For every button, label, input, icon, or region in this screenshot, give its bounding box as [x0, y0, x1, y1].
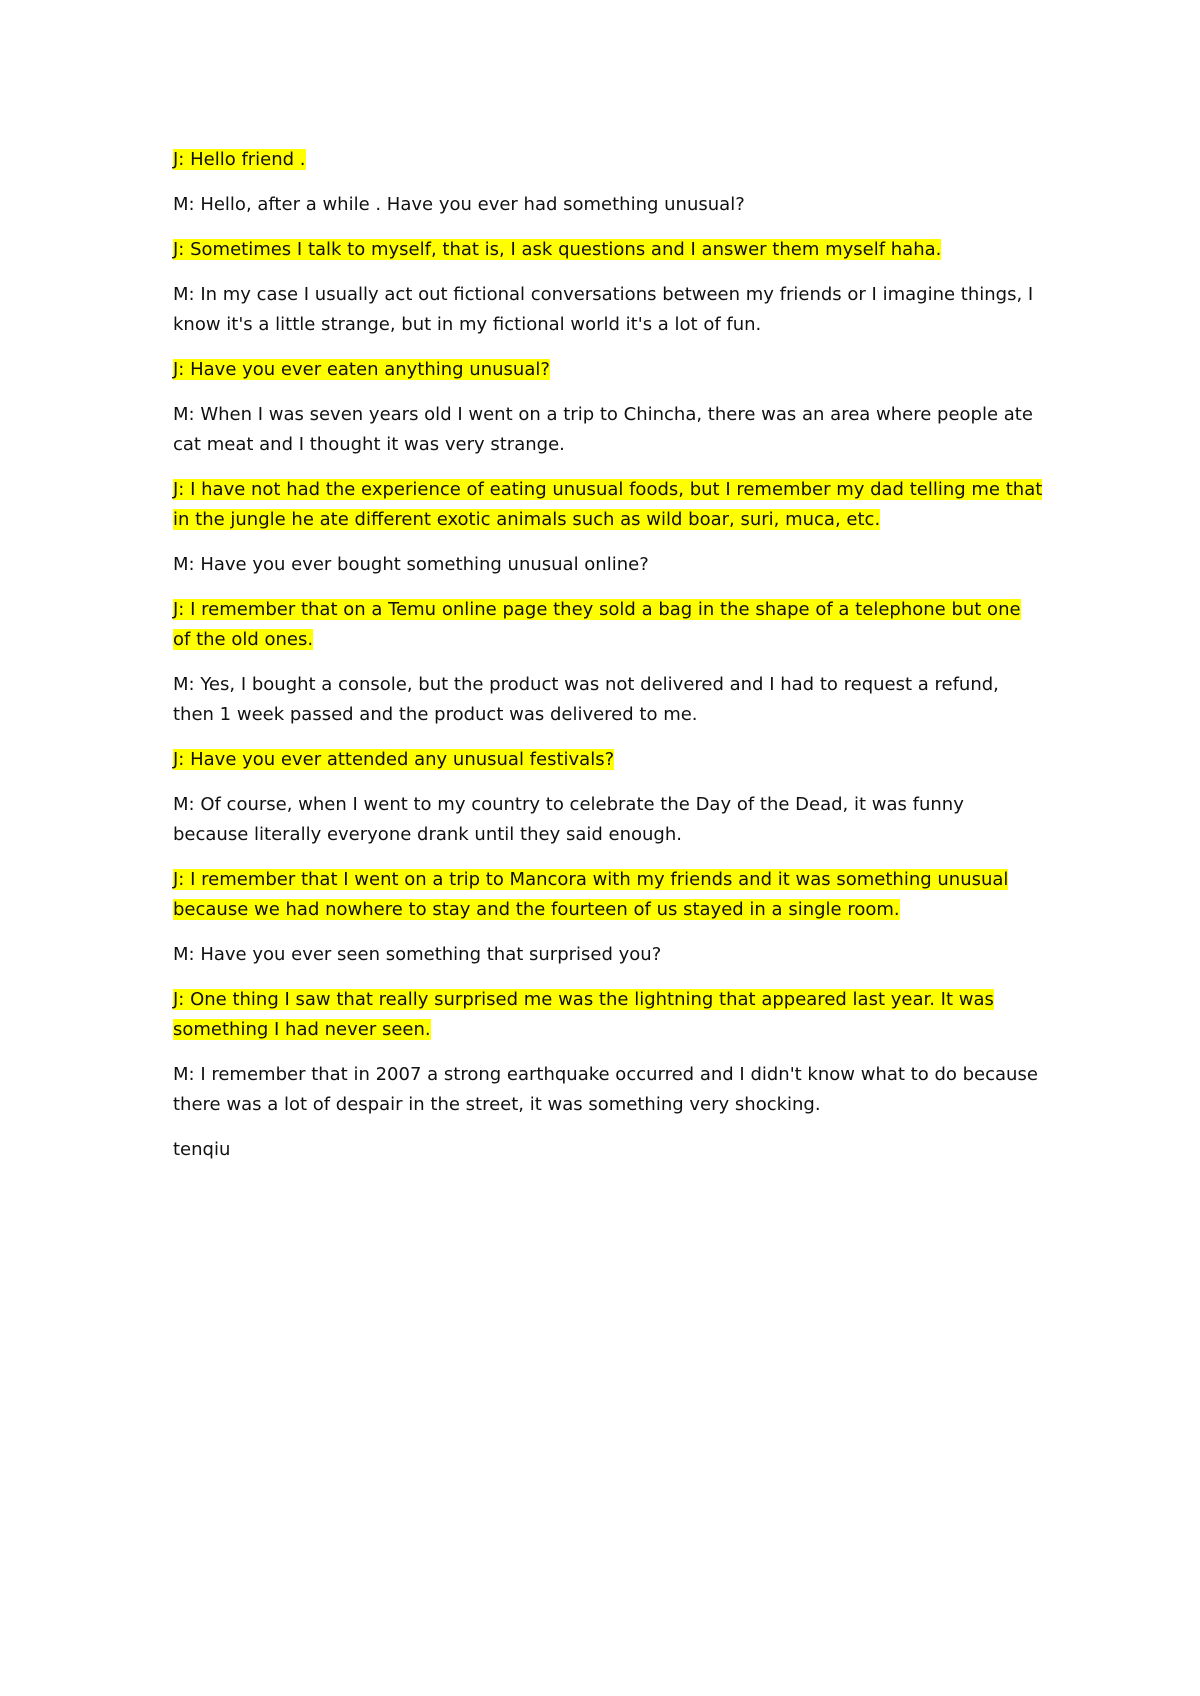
line-7-text: J: I have not had the experience of eating unusual foods, but I remember my dad telling me that in the jungle he ate different exotic animals such as wild boar, suri, muca, etc. [173, 479, 1043, 530]
line-14-text: M: Have you ever seen something that surprised you? [173, 944, 662, 965]
signature-text: tenqiu [173, 1139, 231, 1160]
dialogue-line-2 [173, 190, 1043, 220]
dialogue-line-5 [173, 355, 1043, 385]
dialogue-line-3 [173, 235, 1043, 265]
line-10-text: M: Yes, I bought a console, but the product was not delivered and I had to request a refund, then 1 week passed and the product was delivered to me. [173, 674, 999, 725]
line-12-text: M: Of course, when I went to my country to celebrate the Day of the Dead, it was funny because literally everyone drank until they said enough. [173, 794, 964, 845]
line-3-text: J: Sometimes I talk to myself, that is, I ask questions and I answer them myself haha. [173, 239, 942, 260]
line-1-text: J: Hello friend . [173, 149, 306, 170]
dialogue-line-10 [173, 670, 1043, 730]
dialogue-line-8 [173, 550, 1043, 580]
line-13-text: J: I remember that I went on a trip to Mancora with my friends and it was something unusual because we had nowhere to stay and the fourteen of us stayed in a single room. [173, 869, 1009, 920]
dialogue-body [173, 145, 1043, 1180]
dialogue-line-16 [173, 1060, 1043, 1120]
dialogue-line-15 [173, 985, 1043, 1045]
line-16-text: M: I remember that in 2007 a strong earthquake occurred and I didn't know what to do because there was a lot of despair in the street, it was something very shocking. [173, 1064, 1038, 1115]
dialogue-line-1 [173, 145, 1043, 175]
line-8-text: M: Have you ever bought something unusual online? [173, 554, 649, 575]
dialogue-line-14 [173, 940, 1043, 970]
line-15-text: J: One thing I saw that really surprised me was the lightning that appeared last year. It was something I had never seen. [173, 989, 994, 1040]
dialogue-line-4 [173, 280, 1043, 340]
dialogue-line-7 [173, 475, 1043, 535]
dialogue-line-11 [173, 745, 1043, 775]
line-5-text: J: Have you ever eaten anything unusual? [173, 359, 550, 380]
dialogue-line-9 [173, 595, 1043, 655]
line-9-text: J: I remember that on a Temu online page they sold a bag in the shape of a telephone but one of the old ones. [173, 599, 1021, 650]
closing-signature [173, 1135, 1043, 1165]
dialogue-line-13 [173, 865, 1043, 925]
dialogue-line-12 [173, 790, 1043, 850]
line-6-text: M: When I was seven years old I went on a trip to Chincha, there was an area where people ate cat meat and I thought it was very strange. [173, 404, 1033, 455]
line-4-text: M: In my case I usually act out fictional conversations between my friends or I imagine things, I know it's a little strange, but in my fictional world it's a lot of fun. [173, 284, 1034, 335]
line-2-text: M: Hello, after a while . Have you ever had something unusual? [173, 194, 745, 215]
line-11-text: J: Have you ever attended any unusual festivals? [173, 749, 615, 770]
dialogue-line-6 [173, 400, 1043, 460]
